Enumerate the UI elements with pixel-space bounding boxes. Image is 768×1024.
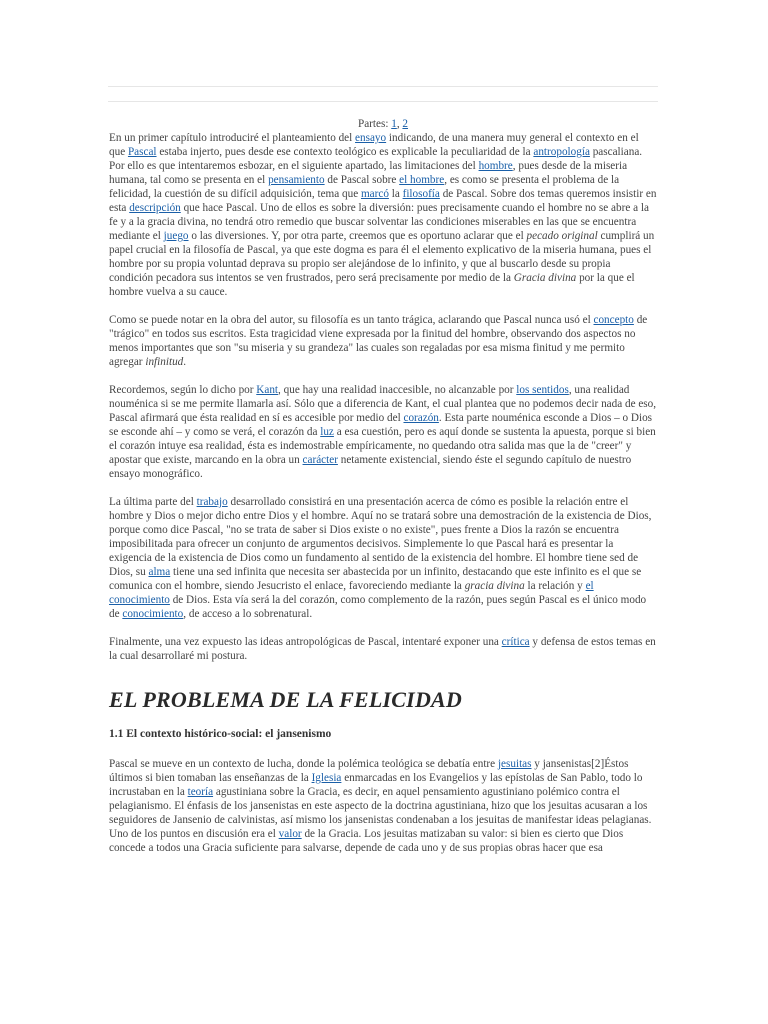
paragraph-intro: En un primer capítulo introduciré el planteamiento del ensayo indicando, de una manera muy general el contexto en el que Pascal estaba injerto, pues desde ese contexto teológico es explicable la peculiaridad de la antropología pascaliana. Por ello es que intentaremos esbozar, en el siguiente apartado, las limitaciones del hombre, pues desde de la miseria humana, tal como se presenta en el pensamiento de Pascal sobre el hombre, es como se presenta el problema de la felicidad, la cuestión de su difícil adquisición, tema que marcó la filosofía de Pascal. Sobre dos temas queremos insistir en esta descripción que hace Pascal. Uno de ellos es sobre la diversión: pues precisamente cuando el hombre no se abre a la fe y a la gracia divina, no tendrá otro remedio que buscar solventar las condiciones miserables en las que se encuentra mediante el juego o las diversiones. Y, por otra parte, creemos que es oportuno aclarar que el pecado original cumplirá un papel crucial en la filosofía de Pascal, ya que este dogma es para él el elemento explicativo de la miseria humana, pues el hombre por su propia voluntad deprava su propio ser alejándose de lo infinito, y que al buscarlo desde su propia condición pecadora sus intentos se ven frustrados, pero será precisamente por medio de la Gracia divina por la que el hombre vuelva a su cauce. [109,132,657,298]
part-link-2[interactable]: 2 [402,118,409,130]
emphasis-text: Gracia divina [513,272,577,284]
paragraph-kant: Recordemos, según lo dicho por Kant, que hay una realidad inaccesible, no alcanzable por los sentidos, una realidad nouménica si se me permite llamarla así. Sólo que a diferencia de Kant, el cual plantea que no podemos decir nada de eso, Pascal afirmará que ésta realidad en sí es accesible por medio del corazón. Esta parte nouménica esconde a Dios – o Dios se esconde ahí – y como se verá, el corazón da luz a esa cuestión, pero es aquí donde se sustenta la apuesta, porque si bien el corazón intuye esa realidad, ésta es indemostrable empíricamente, no quedando otra salida mas que la de "creer" y apostar que existe, marcando en la obra un carácter netamente existencial, siendo éste el segundo capítulo de nuestro ensayo monográfico. [109,384,657,480]
inline-link-concepto[interactable]: concepto [593,314,634,326]
paragraph-context: Pascal se mueve en un contexto de lucha, donde la polémica teológica se debatía entre jesuitas y jansenistas[2]Éstos últimos si bien tomaban las enseñanzas de la Iglesia enmarcadas en los Evangelios y las epístolas de San Pablo, todo lo incrustaban en la teoría agustiniana sobre la Gracia, es decir, en aquel pensamiento agustiniano polémico contra el pelagianismo. El énfasis de los jansenistas en este aspecto de la doctrina agustiniana, hizo que los jesuitas acusaran a los seguidores de Jansenio de calvinistas, así mismo los jansenistas condenaban a los jesuitas de manifestar ideas pelagianas. Uno de los puntos en discusión era el valor de la Gracia. Los jesuitas matizaban su valor: si bien es cierto que Dios concede a todos una Gracia suficiente para salvarse, depende de cada uno y de sus propias obras hacer que esa [109,758,652,854]
emphasis-text: pecado original [526,230,598,242]
part-link-1[interactable]: 1 [391,118,397,130]
inline-link-jesuitas[interactable]: jesuitas [497,758,532,770]
inline-link-alma[interactable]: alma [148,566,171,578]
paragraph-tragic: Como se puede notar en la obra del autor, su filosofía es un tanto trágica, aclarando que Pascal nunca usó el concepto de "trágico" en todos sus escritos. Esta tragicidad viene expresada por la finitud del hombre, observando dos aspectos no menos importantes que son "su miseria y su grandeza" las cuales son regaladas por esa misma finitud y me permito agregar infinitud. [109,314,648,368]
inline-link-marcó[interactable]: marcó [360,188,389,200]
inline-link-pascal[interactable]: Pascal [127,146,157,158]
inline-link-iglesia[interactable]: Iglesia [311,772,342,784]
inline-link-crítica[interactable]: crítica [501,636,530,648]
inline-link-filosofía[interactable]: filosofía [402,188,440,200]
second-divider [108,101,658,102]
inline-link-carácter[interactable]: carácter [302,454,338,466]
parts-pagination [109,117,657,131]
inline-link-juego[interactable]: juego [163,230,189,242]
article-body [109,117,657,869]
inline-link-luz[interactable]: luz [320,426,334,438]
inline-link-antropología[interactable]: antropología [533,146,590,158]
inline-link-pensamiento[interactable]: pensamiento [268,174,325,186]
inline-link-los-sentidos[interactable]: los sentidos [516,384,569,396]
subsection-heading: 1.1 El contexto histórico-social: el jansenismo [109,728,332,740]
top-divider [108,86,658,87]
inline-link-conocimiento[interactable]: conocimiento [122,608,184,620]
inline-link-el-conocimiento[interactable]: el conocimiento [109,580,594,606]
inline-link-descripción[interactable]: descripción [129,202,181,214]
parts-label: Partes: [357,118,392,130]
inline-link-ensayo[interactable]: ensayo [355,132,387,144]
paragraph-relation: La última parte del trabajo desarrollado consistirá en una presentación acerca de cómo es posible la relación entre el hombre y Dios o mejor dicho entre Dios y el hombre. Aquí no se tratará sobre una demostración de la existencia de Dios, porque como dice Pascal, "no se trata de saber si Dios existe o no existe", pues frente a Dios la razón se encuentra imposibilitada para ofrecer un conjunto de argumentos decisivos. Simplemente lo que Pascal hará es presentar la exigencia de la existencia de Dios como un fundamento al sentido de la existencia del hombre. El hombre tiene sed de Dios, su alma tiene una sed infinita que necesita ser abastecida por un infinito, destacando que este infinito es el que se comunica con el hombre, siendo Jesucristo el enlace, favoreciendo mediante la gracia divina la relación y el conocimiento de Dios. Esta vía será la del corazón, como complemento de la razón, pues según Pascal es el único modo de conocimiento, de acceso a lo sobrenatural. [109,496,652,620]
emphasis-text: infinitud [145,356,184,368]
paragraph-final: Finalmente, una vez expuesto las ideas antropológicas de Pascal, intentaré exponer una crítica y defensa de estos temas en la cual desarrollaré mi postura. [109,636,656,662]
section-heading: EL PROBLEMA DE LA FELICIDAD [109,687,462,712]
inline-link-teoría[interactable]: teoría [187,786,214,798]
inline-link-el-hombre[interactable]: el hombre [399,174,445,186]
inline-link-hombre[interactable]: hombre [478,160,513,172]
parts-separator: , [396,118,403,130]
emphasis-text: gracia divina [464,580,525,592]
inline-link-valor[interactable]: valor [278,828,302,840]
inline-link-trabajo[interactable]: trabajo [196,496,228,508]
inline-link-corazón[interactable]: corazón [403,412,439,424]
inline-link-kant[interactable]: Kant [256,384,279,396]
